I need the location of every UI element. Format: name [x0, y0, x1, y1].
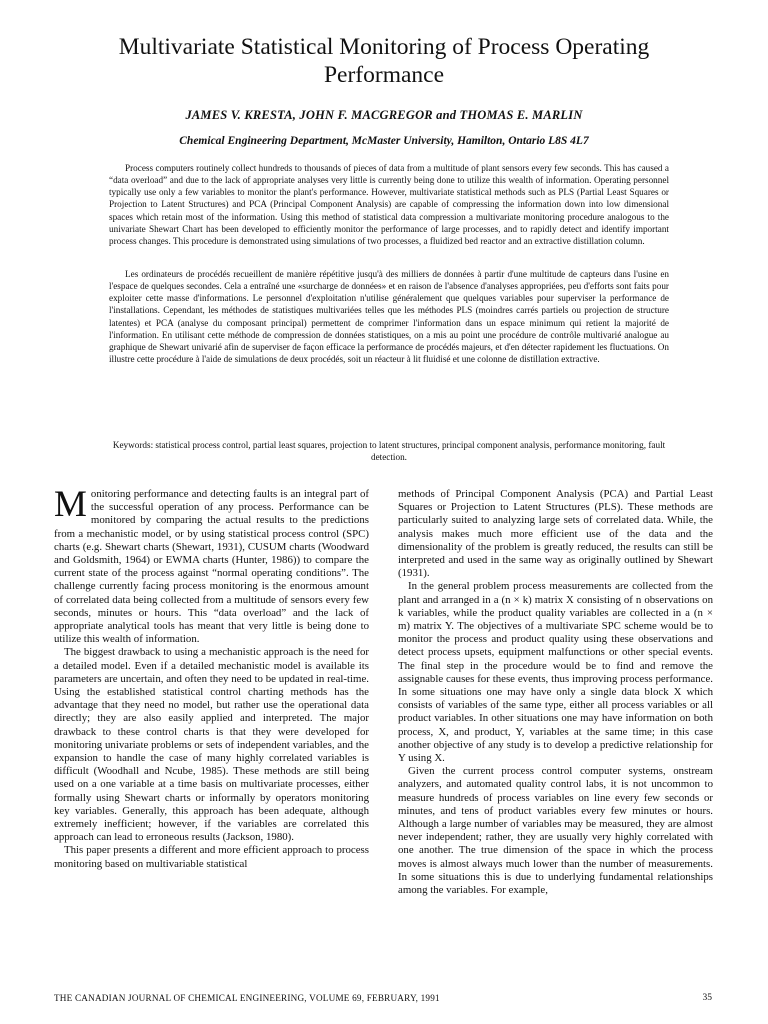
author-list: JAMES V. KRESTA, JOHN F. MACGREGOR and THOMAS E. MARLIN	[185, 108, 583, 122]
page-number: 35	[702, 993, 712, 1003]
body-column-left	[54, 484, 369, 871]
body-paragraph: This paper presents a different and more efficient approach to process monitoring based on multivariable statistical	[54, 844, 369, 870]
keywords: Keywords: statistical process control, partial least squares, projection to latent structures, principal component analysis, performance monitoring, fault detection.	[112, 440, 666, 463]
body-paragraph-text: onitoring performance and detecting faults is an integral part of the successful operation of any process. Performance can be monitored by comparing the actual results to the predictions from a mechanistic model, or by using statistical process control (SPC) charts (e.g. Shewart charts (Shewart, 1931), CUSUM charts (Woodward and Goldsmith, 1964) or EWMA charts (Hunter, 1986)) to compare the current state of the process against “normal operating conditions”. The challenge currently facing process monitoring is the enormous amount of correlated data being collected from a multitude of sensors every few seconds, minutes or hours. This “data overload” and the lack of appropriate analytical tools has meant that very little is being done to utilize this wealth of information.	[54, 488, 369, 646]
body-column-right	[398, 488, 713, 897]
author-affiliation: Chemical Engineering Department, McMaster University, Hamilton, Ontario L8S 4L7	[179, 135, 589, 147]
body-paragraph: Given the current process control computer systems, onstream analyzers, and automated quality control labs, it is not uncommon to measure hundreds of process variables on line every few seconds or minutes, and tens of product variables every few minutes or hours. Although a large number of variables may be measured, they are almost never independent; rather, they are usually very highly correlated with one another. The true dimension of the space in which the process moves is almost always much lower than the number of measurements. In some situations this is due to underlying fundamental relationships among the variables. For example,	[398, 765, 713, 897]
journal-footer: THE CANADIAN JOURNAL OF CHEMICAL ENGINEERING, VOLUME 69, FEBRUARY, 1991	[54, 993, 440, 1003]
body-paragraph: methods of Principal Component Analysis (PCA) and Partial Least Squares or Projection to Latent Structures (PLS). These methods are particularly suited to analyzing large sets of correlated data. While, the analysis makes much more efficient use of the data and the dimensionality of the problem is greatly reduced, the results can still be interpreted and used in the same way as originally outlined by Shewart (1931).	[398, 488, 713, 580]
body-paragraph	[54, 484, 369, 646]
body-paragraph: In the general problem process measurements are collected from the plant and arranged in a (n × k) matrix X consisting of n observations on k variables, while the product quality variables are collected in a (n × m) matrix Y. The objectives of a multivariate SPC scheme would be to monitor the process and product quality using these observations and detect process upsets, equipment malfunctions or other special events. The final step in the procedure would be to find and remove the assignable causes for these events, thus improving process performance. In some situations one may have only a single data block X which consists of variables of the same type, either all process variables or all product variables. In other situations one may have information on both process, X, and product, Y, variables at the same time; in this case another objective of any study is to develop a predictive relationship for Y using X.	[398, 580, 713, 765]
paper-title: Multivariate Statistical Monitoring of Process Operating Performance	[118, 34, 650, 88]
drop-cap: M	[54, 484, 87, 525]
body-paragraph: The biggest drawback to using a mechanistic approach is the need for a detailed model. Even if a detailed mechanistic model is available its parameters are uncertain, and often they need to be updated in real-time. Using the established statistical control charting methods has the advantage that they need no model, but rather use the operational data directly; they are also easily applied and interpreted. The major drawback to these control charts is that they were developed for monitoring univariate problems or sets of independent variables, and the expansion to handle the case of many highly correlated variables is difficult (Woodhall and Ncube, 1985). These methods are still being used on a one variable at a time basis on multivariate processes, either formally using Shewart charts or informally by operators monitoring key variables. Generally, this approach has been adequate, although extremely inefficient; however, if the variables are correlated this approach can lead to erroneous results (Jackson, 1980).	[54, 646, 369, 844]
abstract-english: Process computers routinely collect hundreds to thousands of pieces of data from a multitude of plant sensors every few seconds. This has caused a “data overload” and due to the lack of appropriate analyses very little is currently being done to utilize this wealth of information. Operating personnel typically use only a few variables to monitor the plant's performance. However, multivariate statistical methods such as PLS (Partial Least Squares or Projection to Latent Structures) and PCA (Principal Component Analysis) are capable of compressing the information down into low dimensional spaces which retain most of the information. Using this method of statistical data compression a multivariate monitoring procedure analogous to the univariate Shewart Chart has been developed to efficiently monitor the performance of large processes, and to rapidly detect and identify important process changes. This procedure is demonstrated using simulations of two processes, a fluidized bed reactor and an extractive distillation column.	[109, 163, 669, 246]
abstract-french: Les ordinateurs de procédés recueillent de manière répétitive jusqu'à des milliers de données à partir d'une multitude de capteurs dans l'usine en l'espace de quelques secondes. Cela a entraîné une «surcharge de données» et en raison de l'absence d'analyses appropriées, peu d'efforts sont faits pour exploiter cette masse d'informations. Le personnel d'exploitation n'utilise généralement que quelques variables pour superviser la performance de l'installations. Cependant, les méthodes de statistiques multivariées telles que les méthodes PLS (moindres carrés partiels ou projection de structure latentes) et PCA (analyse du composant principal) permettent de comprimer l'information dans un espace minimum qui retient la majorité de l'information. En utilisant cette méthode de compression de données statistiques, on a mis au point une procédure de contrôle multivarié analogue au graphique de Shewart univarié afin de superviser de façon efficace la performance de procédés majeurs, et d'en détecter rapidement les fluctuations. On illustre cette procédure à l'aide de simulations de deux procédés, soit un réacteur à lit fluidisé et une colonne de distillation extractive.	[109, 269, 669, 365]
